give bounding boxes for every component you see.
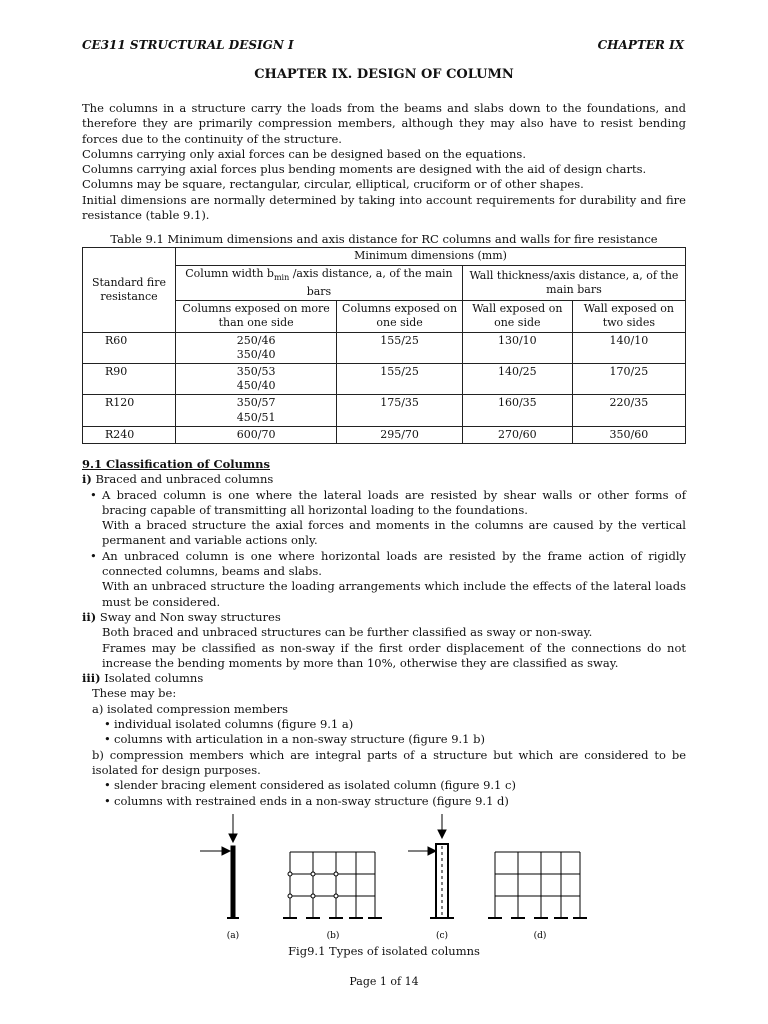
figure-caption: Fig9.1 Types of isolated columns [288,944,480,958]
paragraph: Frames may be classified as non-sway if the first order displacement of the connections do not increase the bending moments by more than 10%, otherwise they are classified as sway. [102,640,686,670]
figure-c-bracing-diagram [408,814,454,918]
th-c3: Wall exposed on one side [462,301,572,332]
page-number: Page 1 of 14 [349,975,419,988]
subsection-iii: iii) Isolated columns [82,671,204,686]
page-title: CHAPTER IX. DESIGN OF COLUMN [254,67,514,82]
figure-b-frame-diagram [283,852,382,918]
header-course: CE311 STRUCTURAL DESIGN I [82,38,294,52]
classification-section [82,445,686,809]
isolated-columns-figure [0,812,768,962]
th-min: Minimum dimensions (mm) [176,248,686,265]
list-item: • columns with restrained ends in a non-sway structure (figure 9.1 d) [104,793,509,808]
table-row: R120 350/57 450/51 175/35 160/35 220/35 [83,395,686,426]
th-fire: Standard fire resistance [83,248,176,332]
paragraph: With an unbraced structure the loading arrangements which include the effects of the lateral loads must be considered. [102,579,686,609]
list-item: • slender bracing element considered as isolated column (figure 9.1 c) [104,778,516,793]
paragraph: a) isolated compression members [92,701,289,716]
figure-d-frame-diagram [488,852,587,918]
intro-paragraph: Columns may be square, rectangular, circular, elliptical, cruciform or of other shapes. [82,177,584,192]
figure-a-column-diagram [200,814,239,918]
figure-label-c: (c) [435,931,449,941]
intro-paragraph: Columns carrying axial forces plus bending moments are designed with the aid of design charts. [82,162,647,177]
fire-table-block [82,230,686,444]
subsection-i: i) Braced and unbraced columns [82,472,274,487]
th-c4: Wall exposed on two sides [572,301,685,332]
paragraph: With a braced structure the axial forces and moments in the columns are caused by the vertical permanent and variable actions only. [102,518,686,548]
table-row: R240 600/70 295/70 270/60 350/60 [83,426,686,443]
fire-resistance-table [82,247,686,444]
section-title: 9.1 Classification of Columns [82,457,271,471]
paragraph: These may be: [92,686,177,701]
th-colwidth: Column width $b_{min}$ /axis distance, a, of the main bars [176,265,463,301]
paragraph: b) compression members which are integral parts of a structure but which are considered to be isolated for design purposes. [92,747,686,777]
intro-paragraph: Columns carrying only axial forces can be designed based on the equations. [82,146,526,161]
table-row: R90 350/53 450/40 155/25 140/25 170/25 [83,363,686,394]
figure-label-d: (d) [533,931,547,941]
list-item: • columns with articulation in a non-sway structure (figure 9.1 b) [104,732,485,747]
table-row: R60 250/46 350/40 155/25 130/10 140/10 [83,332,686,363]
figure-label-b: (b) [326,931,340,941]
intro-block [82,101,686,223]
subsection-ii: ii) Sway and Non sway structures [82,609,281,624]
intro-paragraph: The columns in a structure carry the loads from the beams and slabs down to the foundations, and therefore they are primarily compression members, although they may also have to resist bending forces due to the continuity of the structure. [82,101,686,146]
header-chapter: CHAPTER IX [597,38,684,52]
paragraph: Both braced and unbraced structures can be further classified as sway or non-sway. [102,625,593,640]
list-item: • An unbraced column is one where horizontal loads are resisted by the frame action of rigidly connected columns, beams and slabs. [90,548,686,579]
th-c1: Columns exposed on more than one side [176,301,337,332]
th-c2: Columns exposed on one side [337,301,463,332]
figure-label-a: (a) [226,931,240,941]
th-wall: Wall thickness/axis distance, a, of the main bars [462,265,685,301]
list-item: • A braced column is one where the lateral loads are resisted by shear walls or other forms of bracing capable of transmitting all horizontal loading to the foundations. [90,487,686,517]
intro-paragraph: Initial dimensions are normally determined by taking into account requirements for durability and fire resistance (table 9.1). [82,192,686,223]
table-caption: Table 9.1 Minimum dimensions and axis distance for RC columns and walls for fire resistance [110,232,658,246]
list-item: • individual isolated columns (figure 9.1 a) [104,717,354,732]
